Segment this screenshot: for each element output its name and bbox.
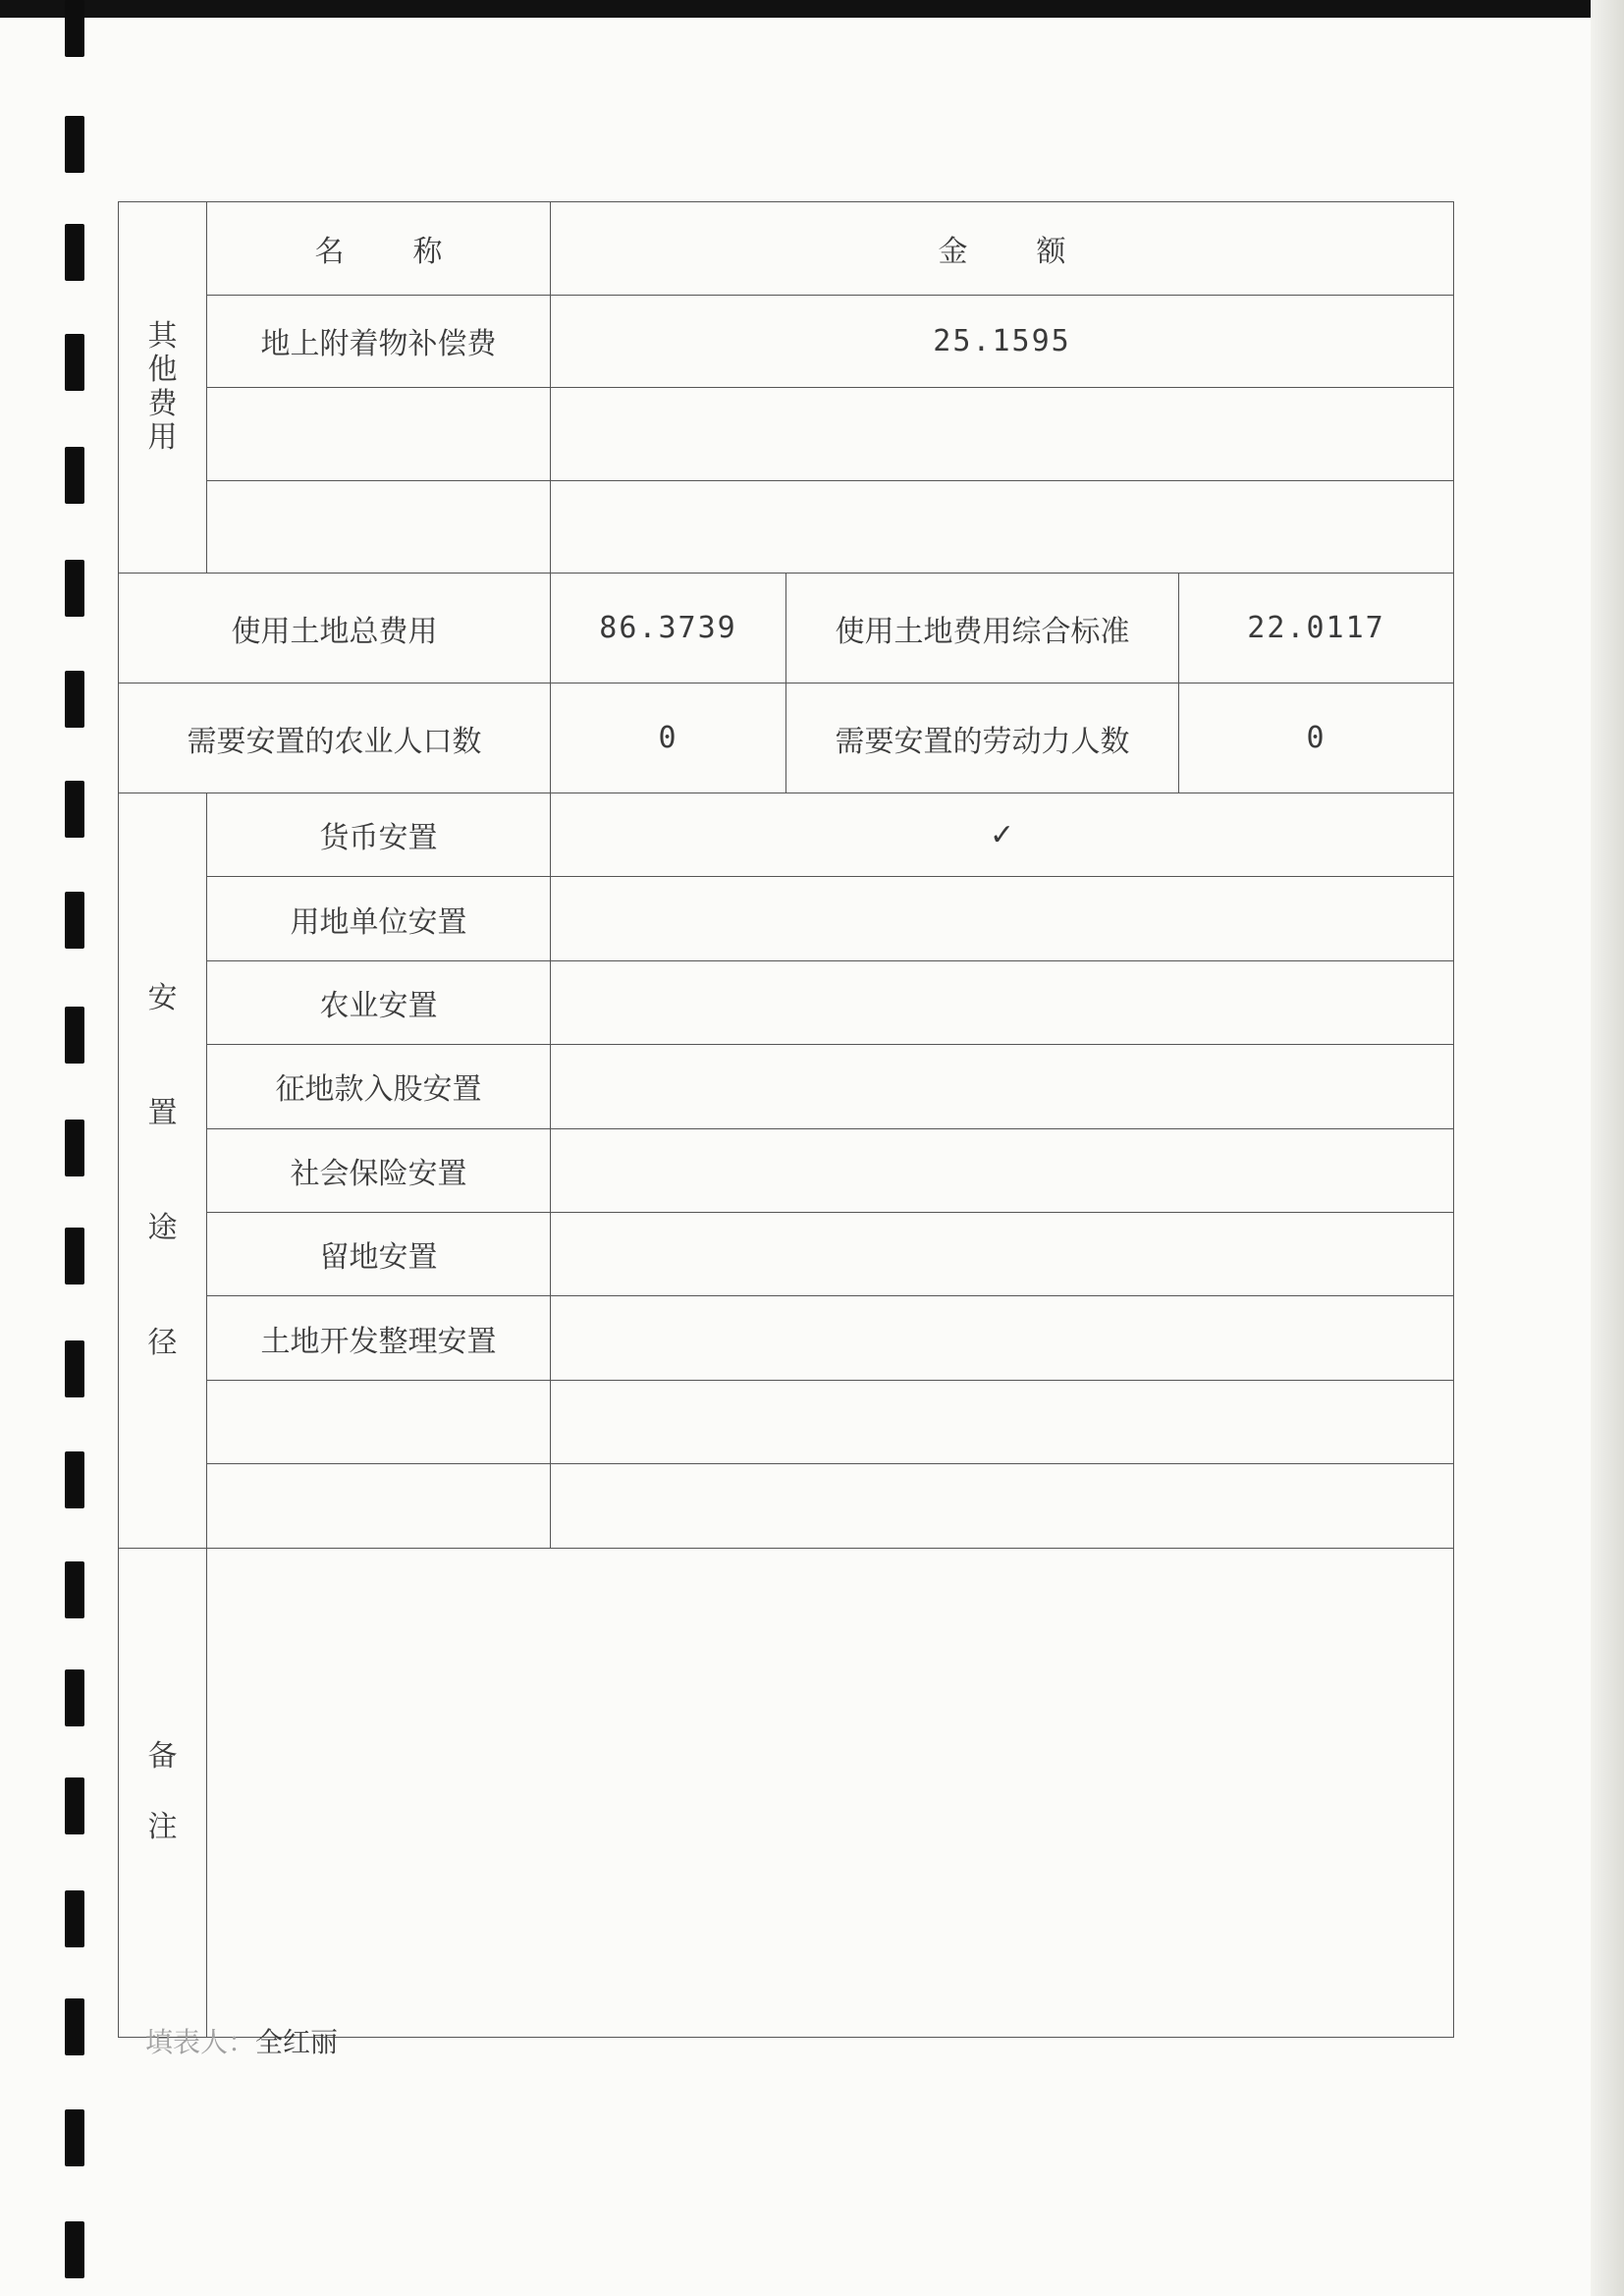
resettlement-value — [551, 1212, 1454, 1295]
resettlement-value — [551, 1128, 1454, 1212]
resettlement-value — [551, 1464, 1454, 1548]
other-fee-row — [119, 388, 1454, 481]
other-fee-name: 地上附着物补偿费 — [207, 295, 551, 388]
resettlement-value — [551, 877, 1454, 960]
remarks-side-label: 备注 — [119, 1548, 207, 2037]
standard-fee-value: 22.0117 — [1179, 574, 1454, 683]
resettlement-method: 留地安置 — [207, 1212, 551, 1295]
total-fee-label: 使用土地总费用 — [119, 574, 551, 683]
land-fee-form — [118, 201, 1453, 2038]
other-fees-side-label: 其他费用 — [119, 202, 207, 574]
resettlement-method: 用地单位安置 — [207, 877, 551, 960]
resettlement-method — [207, 1380, 551, 1463]
other-fee-row — [119, 480, 1454, 574]
agri-population-value: 0 — [551, 683, 786, 793]
other-fee-name — [207, 388, 551, 481]
resettlement-method: 货币安置 — [207, 793, 551, 876]
other-fee-amount — [551, 480, 1454, 574]
resettlement-method: 征地款入股安置 — [207, 1045, 551, 1128]
other-fee-amount: 25.1595 — [551, 295, 1454, 388]
labor-count-label: 需要安置的劳动力人数 — [786, 683, 1179, 793]
total-fee-value: 86.3739 — [551, 574, 786, 683]
summary-row-people — [119, 683, 1454, 793]
resettlement-value — [551, 1296, 1454, 1380]
resettlement-row — [119, 1212, 1454, 1295]
resettlement-value — [551, 1045, 1454, 1128]
resettlement-method: 农业安置 — [207, 960, 551, 1044]
resettlement-row — [119, 1128, 1454, 1212]
resettlement-method: 土地开发整理安置 — [207, 1296, 551, 1380]
resettlement-row — [119, 1045, 1454, 1128]
resettlement-row — [119, 1464, 1454, 1548]
name-column-header: 名称 — [207, 202, 551, 296]
standard-fee-label: 使用土地费用综合标准 — [786, 574, 1179, 683]
scan-right-edge — [1591, 0, 1624, 2296]
labor-count-value: 0 — [1179, 683, 1454, 793]
agri-population-label: 需要安置的农业人口数 — [119, 683, 551, 793]
resettlement-value — [551, 960, 1454, 1044]
other-fees-header-row — [119, 202, 1454, 296]
amount-column-header: 金额 — [551, 202, 1454, 296]
resettlement-row — [119, 960, 1454, 1044]
other-fee-row — [119, 295, 1454, 388]
resettlement-checkmark: ✓ — [551, 793, 1454, 876]
binding-holes — [65, 0, 86, 2296]
resettlement-row — [119, 793, 1454, 876]
resettlement-side-label: 安置途径 — [119, 793, 207, 1548]
summary-row-fees — [119, 574, 1454, 683]
resettlement-row — [119, 877, 1454, 960]
form-filler — [145, 2021, 338, 2060]
resettlement-row — [119, 1296, 1454, 1380]
other-fee-amount — [551, 388, 1454, 481]
form-table — [118, 201, 1454, 2038]
remarks-content — [207, 1548, 1454, 2037]
filler-label: 填表人： — [145, 2026, 256, 2058]
scan-top-edge — [0, 0, 1624, 18]
other-fee-name — [207, 480, 551, 574]
filler-name: 全红丽 — [255, 2026, 339, 2058]
resettlement-method — [207, 1464, 551, 1548]
resettlement-value — [551, 1380, 1454, 1463]
resettlement-row — [119, 1380, 1454, 1463]
resettlement-method: 社会保险安置 — [207, 1128, 551, 1212]
remarks-row — [119, 1548, 1454, 2037]
